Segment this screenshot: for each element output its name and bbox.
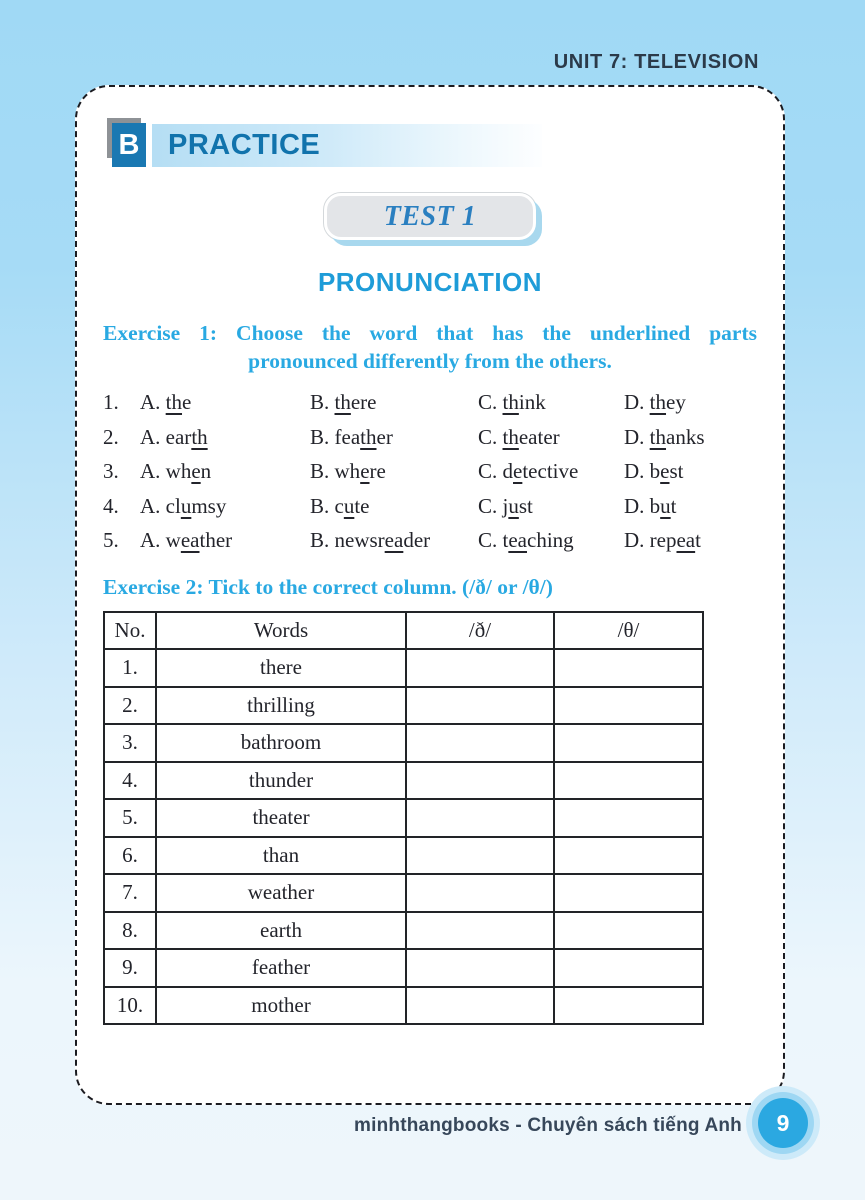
question-row <box>103 494 757 529</box>
table-row <box>104 649 703 687</box>
answer-option: D. best <box>624 459 684 483</box>
subject-title: PRONUNCIATION <box>317 267 543 297</box>
answer-option: C. teaching <box>478 528 574 552</box>
answer-option: C. just <box>478 493 533 518</box>
answer-option: B. cute <box>310 493 370 518</box>
row-number-cell: 6. <box>104 837 156 875</box>
answer-option: B. feather <box>310 424 393 449</box>
test-badge <box>324 193 536 240</box>
section-letter: B <box>112 123 146 167</box>
row-number-cell: 1. <box>104 649 156 687</box>
answer-option: C. theater <box>478 424 560 449</box>
tick-cell-voiceless <box>554 874 703 912</box>
test-badge-row <box>77 193 783 240</box>
word-cell: bathroom <box>156 724 406 762</box>
section-title: PRACTICE <box>168 129 321 161</box>
answer-option: A. earth <box>140 424 208 449</box>
tick-cell-voiceless <box>554 799 703 837</box>
underlined-part: th <box>649 424 667 449</box>
table-header-cell: Words <box>156 612 406 650</box>
underlined-part: u <box>180 493 192 518</box>
table-row <box>104 799 703 837</box>
underlined-part: ea <box>676 528 696 552</box>
word-cell: thunder <box>156 762 406 800</box>
table-row <box>104 837 703 875</box>
table-row <box>104 949 703 987</box>
underlined-part: th <box>191 424 208 449</box>
underlined-part: th <box>502 390 519 414</box>
table-header-cell: No. <box>104 612 156 650</box>
question-row <box>103 528 757 563</box>
section-header <box>107 118 757 168</box>
word-cell: there <box>156 649 406 687</box>
table-row <box>104 987 703 1025</box>
underlined-part: th <box>360 424 377 449</box>
tick-cell-voiceless <box>554 949 703 987</box>
word-cell: earth <box>156 912 406 950</box>
exercise2-table <box>103 611 704 1026</box>
underlined-part: e <box>660 459 670 483</box>
question-row <box>103 390 757 425</box>
underlined-part: th <box>502 424 519 449</box>
answer-option: C. detective <box>478 459 579 483</box>
answer-option: A. clumsy <box>140 493 227 518</box>
test-badge-label: TEST 1 <box>383 200 477 232</box>
row-number-cell: 3. <box>104 724 156 762</box>
answer-option: D. repeat <box>624 528 701 552</box>
tick-cell-voiceless <box>554 762 703 800</box>
underlined-part: u <box>343 493 355 518</box>
question-number: 5. <box>103 528 119 552</box>
table-row <box>104 912 703 950</box>
question-row <box>103 425 757 460</box>
word-cell: thrilling <box>156 687 406 725</box>
table-row <box>104 724 703 762</box>
tick-cell-voiced <box>406 874 554 912</box>
tick-cell-voiceless <box>554 649 703 687</box>
table-row <box>104 687 703 725</box>
tick-cell-voiceless <box>554 987 703 1025</box>
underlined-part: th <box>649 390 667 414</box>
tick-cell-voiced <box>406 687 554 725</box>
row-number-cell: 8. <box>104 912 156 950</box>
publisher-text: minhthangbooks - Chuyên sách tiếng Anh <box>354 1115 742 1136</box>
tick-cell-voiced <box>406 724 554 762</box>
question-number: 3. <box>103 459 119 483</box>
underlined-part: th <box>165 390 183 414</box>
tick-cell-voiced <box>406 837 554 875</box>
page-number-badge <box>758 1098 808 1148</box>
content-box <box>75 85 785 1105</box>
underlined-part: u <box>660 493 671 518</box>
underlined-part: ea <box>384 528 404 552</box>
underlined-part: e <box>360 459 370 483</box>
exercise1-heading <box>103 319 757 375</box>
answer-option: D. they <box>624 390 686 414</box>
question-number: 4. <box>103 493 119 518</box>
answer-option: B. where <box>310 459 386 483</box>
row-number-cell: 4. <box>104 762 156 800</box>
underlined-part: ea <box>508 528 527 552</box>
tick-cell-voiceless <box>554 837 703 875</box>
question-number: 1. <box>103 390 119 414</box>
answer-option: A. the <box>140 390 192 414</box>
section-letter-badge <box>107 118 147 168</box>
underlined-part: e <box>191 459 201 483</box>
table-row <box>104 874 703 912</box>
row-number-cell: 9. <box>104 949 156 987</box>
table-header-row <box>104 612 703 650</box>
table-header-cell: /ð/ <box>406 612 554 650</box>
tick-cell-voiced <box>406 987 554 1025</box>
row-number-cell: 7. <box>104 874 156 912</box>
table-row <box>104 762 703 800</box>
tick-cell-voiced <box>406 912 554 950</box>
page-footer <box>354 1115 742 1137</box>
answer-option: A. when <box>140 459 212 483</box>
tick-cell-voiceless <box>554 724 703 762</box>
answer-option: C. think <box>478 390 546 414</box>
exercise1-heading-line2: pronounced differently from the others. <box>248 349 612 373</box>
word-cell: feather <box>156 949 406 987</box>
tick-cell-voiced <box>406 799 554 837</box>
underlined-part: ea <box>180 528 200 552</box>
tick-cell-voiceless <box>554 912 703 950</box>
answer-option: D. thanks <box>624 424 705 449</box>
exercise1-questions <box>103 390 757 563</box>
tick-cell-voiced <box>406 949 554 987</box>
question-row <box>103 459 757 494</box>
answer-option: D. but <box>624 493 677 518</box>
word-cell: theater <box>156 799 406 837</box>
word-cell: than <box>156 837 406 875</box>
tick-cell-voiced <box>406 649 554 687</box>
word-cell: weather <box>156 874 406 912</box>
underlined-part: th <box>334 390 351 414</box>
exercise2-heading: Exercise 2: Tick to the correct column. (/ð/ or /θ/) <box>103 574 553 599</box>
unit-header: UNIT 7: TELEVISION <box>553 51 759 73</box>
underlined-part: u <box>508 493 519 518</box>
table-header-cell: /θ/ <box>554 612 703 650</box>
answer-option: A. weather <box>140 528 233 552</box>
row-number-cell: 5. <box>104 799 156 837</box>
tick-cell-voiced <box>406 762 554 800</box>
tick-cell-voiceless <box>554 687 703 725</box>
word-cell: mother <box>156 987 406 1025</box>
page-number: 9 <box>776 1109 790 1136</box>
answer-option: B. newsreader <box>310 528 431 552</box>
underlined-part: e <box>513 459 523 483</box>
exercise1-heading-line1: Exercise 1: Choose the word that has the underlined parts <box>103 321 757 345</box>
row-number-cell: 10. <box>104 987 156 1025</box>
section-title-bar <box>152 124 542 167</box>
row-number-cell: 2. <box>104 687 156 725</box>
question-number: 2. <box>103 424 119 449</box>
answer-option: B. there <box>310 390 377 414</box>
